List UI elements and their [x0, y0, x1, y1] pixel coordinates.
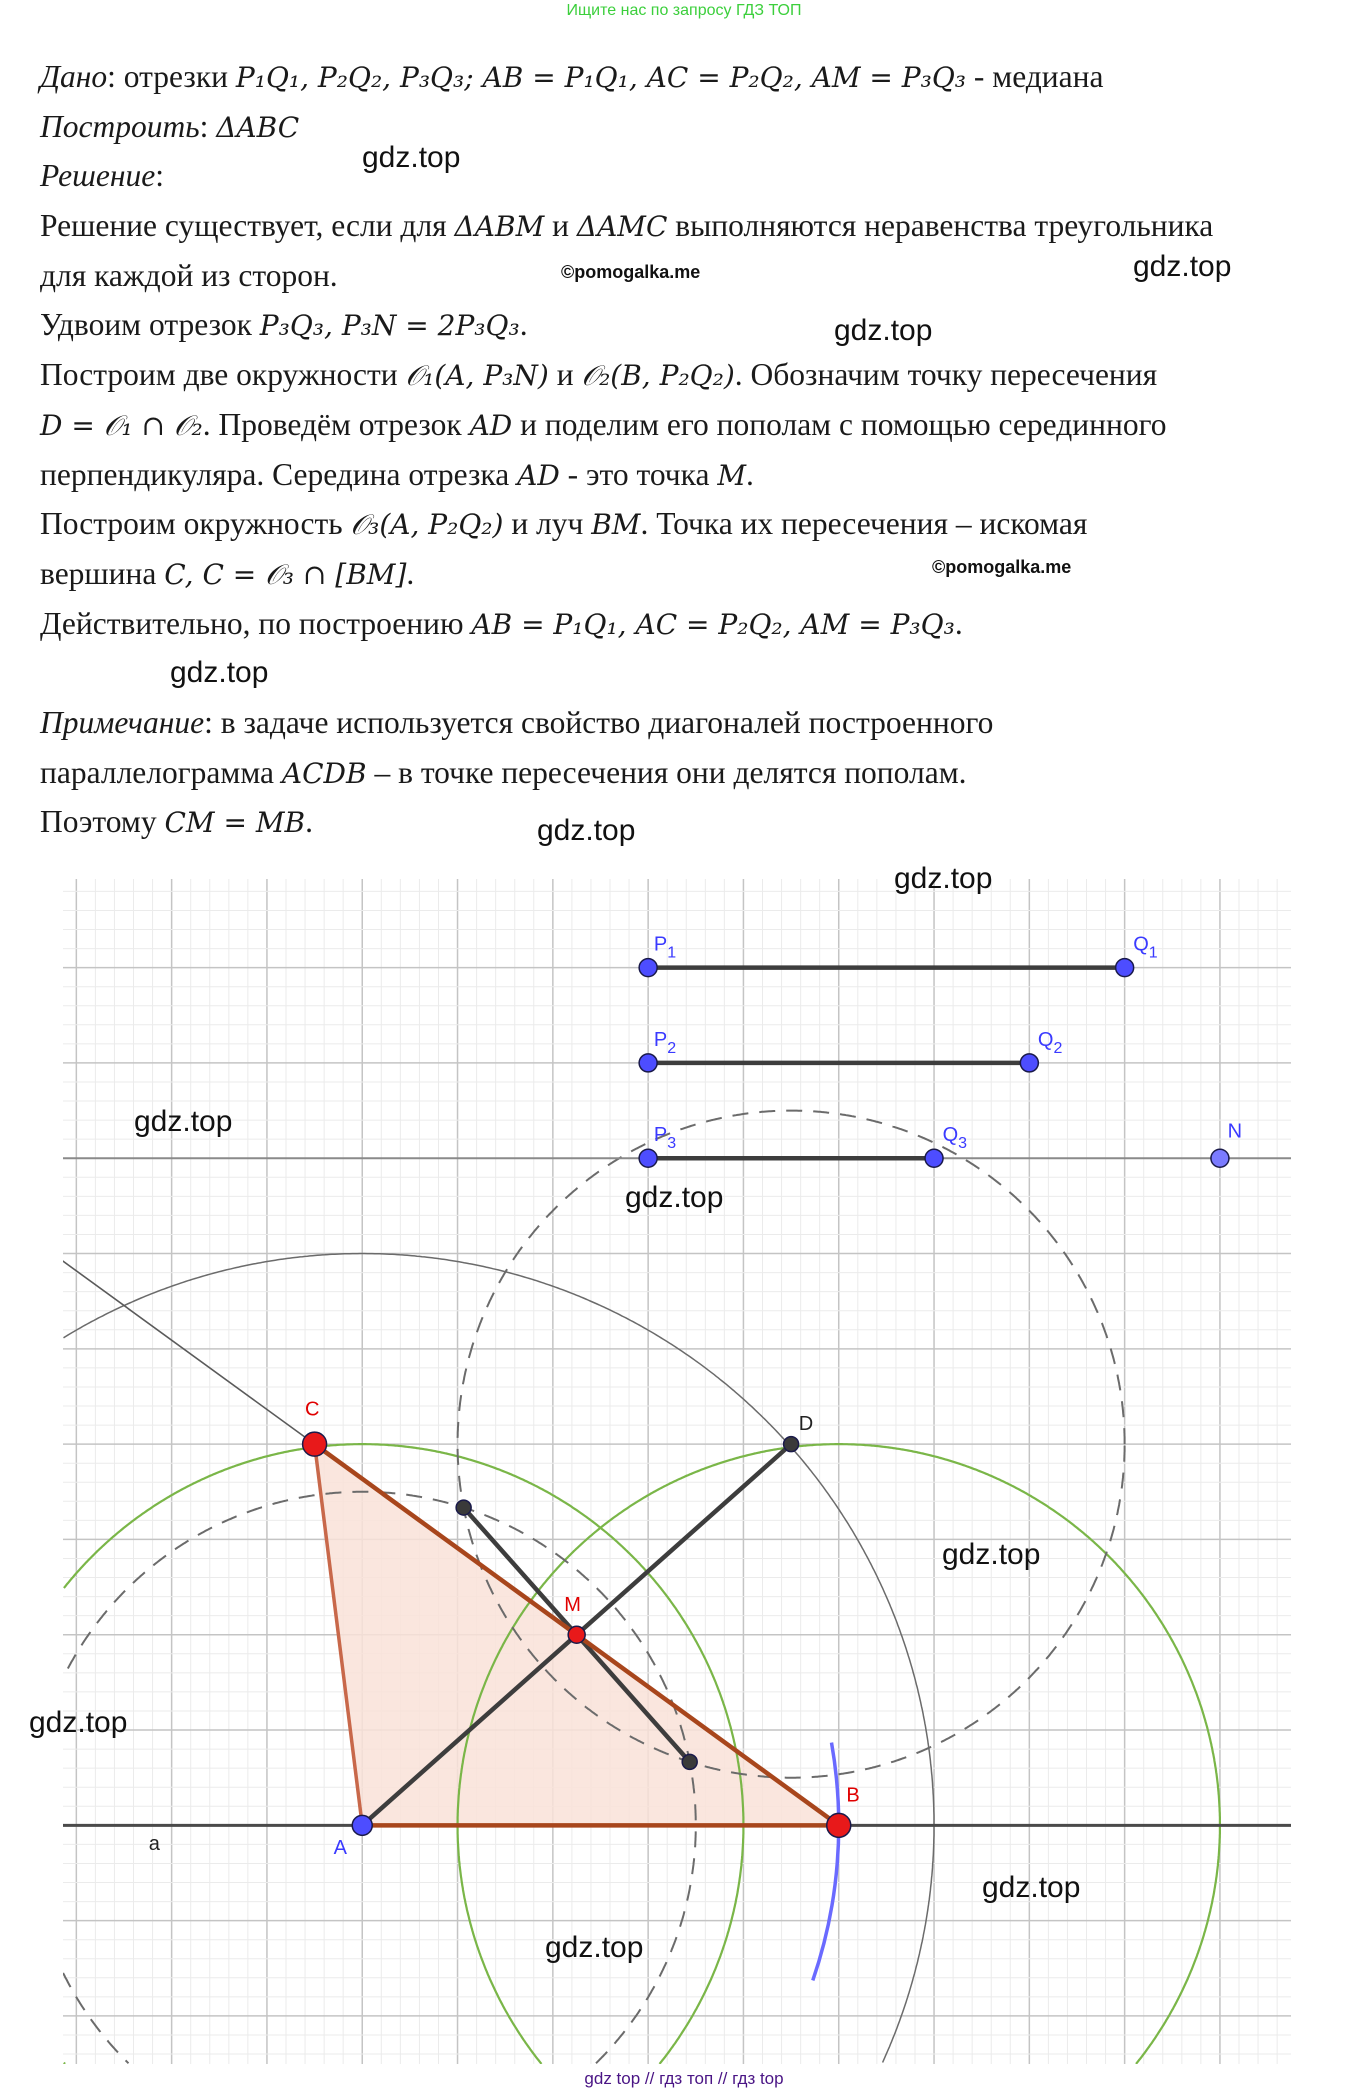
- text-line: [40, 400, 1368, 450]
- label-main: B: [846, 1784, 860, 1807]
- label-main: N: [1227, 1120, 1243, 1143]
- text-segment: :: [155, 158, 164, 194]
- text-segment: .: [519, 307, 528, 343]
- point-a: [352, 1815, 372, 1835]
- math-expression: CM = MB: [164, 806, 306, 840]
- math-expression: 𝒪₂(B, P₂Q₂): [581, 359, 735, 393]
- point-d: [784, 1437, 799, 1452]
- point-q1: [1116, 959, 1134, 977]
- label-main: Q: [942, 1124, 959, 1147]
- math-expression: P₁Q₁, P₂Q₂, P₃Q₃; AB = P₁Q₁, AC = P₂Q₂, AM = P₃Q₃: [235, 61, 967, 94]
- text-segment: и луч: [503, 506, 592, 542]
- watermark: gdz.top: [894, 862, 993, 895]
- math-expression: ΔABM: [454, 210, 545, 244]
- section-heading: Примечание: [40, 704, 205, 740]
- watermark: gdz.top: [942, 1538, 1041, 1571]
- solution-text: [40, 52, 1368, 847]
- diagram-content: [63, 879, 1291, 2064]
- math-expression: P₃Q₃, P₃N = 2P₃Q₃: [259, 309, 520, 343]
- text-line: [40, 698, 1368, 748]
- text-line: [40, 350, 1368, 400]
- label-main: Q: [1133, 933, 1149, 956]
- math-expression: 𝒪₃(A, P₂Q₂): [350, 508, 504, 542]
- label-p1: [654, 933, 676, 961]
- text-line: [40, 201, 1368, 251]
- label-main: M: [564, 1593, 581, 1616]
- watermark: gdz.top: [625, 1181, 724, 1214]
- text-segment: Поэтому: [40, 804, 165, 840]
- label-main: Q: [1037, 1028, 1054, 1051]
- text-segment: .: [954, 605, 963, 641]
- label-main: C: [305, 1398, 320, 1421]
- math-expression: AB = P₁Q₁, AC = P₂Q₂, AM = P₃Q₃: [471, 607, 955, 641]
- text-line: [40, 102, 1368, 152]
- text-segment: .: [305, 804, 313, 840]
- label-c: [305, 1399, 319, 1421]
- text-line: [40, 450, 1368, 500]
- point-p1: [639, 959, 657, 977]
- watermark: gdz.top: [537, 814, 636, 847]
- label-q2: [1038, 1029, 1063, 1057]
- label-subscript: 1: [667, 944, 677, 962]
- label-n: [1228, 1120, 1242, 1142]
- watermark: gdz.top: [545, 1931, 644, 1964]
- watermark: gdz.top: [134, 1105, 233, 1138]
- text-segment: вершина: [40, 555, 165, 591]
- math-expression: M: [717, 458, 746, 492]
- text-segment: перпендикуляра. Середина отрезка: [40, 456, 518, 492]
- label-main: P: [653, 933, 668, 956]
- label-a: [334, 1837, 348, 1859]
- text-segment: – в точке пересечения они делятся пополам.: [366, 754, 967, 790]
- watermark: gdz.top: [1133, 250, 1232, 283]
- text-segment: и: [544, 208, 577, 244]
- text-segment: . Точка их пересечения – искомая: [640, 506, 1088, 542]
- math-expression: BM: [591, 508, 641, 542]
- text-segment: и поделим его пополам с помощью серединного: [512, 406, 1167, 442]
- point-b: [827, 1813, 851, 1837]
- math-expression: 𝒪₁(A, P₃N): [405, 359, 549, 393]
- geometry-construction-diagram: [63, 879, 1291, 2064]
- label-subscript: 3: [958, 1135, 968, 1153]
- section-heading: Дано: [40, 59, 108, 94]
- text-segment: Построим окружность: [40, 506, 351, 542]
- text-segment: . Проведём отрезок: [202, 406, 470, 442]
- label-main: a: [148, 1833, 160, 1856]
- point-bisector-bottom: [682, 1754, 697, 1769]
- text-line: [40, 748, 1368, 798]
- label-m: [564, 1594, 581, 1616]
- text-segment: Построим две окружности: [40, 357, 406, 393]
- point-p2: [639, 1054, 657, 1072]
- math-expression: ΔABC: [216, 110, 300, 144]
- watermark: gdz.top: [982, 1871, 1081, 1904]
- text-line: [40, 499, 1368, 549]
- text-line: [40, 151, 1368, 201]
- header-watermark: Ищите нас по запросу ГДЗ ТОП: [566, 2, 802, 19]
- watermark: gdz.top: [834, 314, 933, 347]
- arc-ab: [813, 1743, 839, 1981]
- text-segment: .: [746, 456, 754, 492]
- label-subscript: 2: [667, 1039, 677, 1057]
- text-segment: .: [406, 555, 415, 591]
- math-expression: C, C = 𝒪₃ ∩ [BM]: [164, 557, 407, 591]
- label-a: [149, 1833, 161, 1855]
- text-segment: выполняются неравенства треугольника: [667, 208, 1214, 244]
- label-subscript: 3: [667, 1135, 677, 1153]
- watermark: ©pomogalka.me: [561, 262, 701, 282]
- point-q2: [1020, 1054, 1038, 1072]
- text-segment: : в задаче используется свойство диагоналей построенного: [204, 704, 994, 740]
- text-segment: Решение существует, если для: [40, 208, 455, 244]
- section-heading: Построить: [40, 108, 200, 144]
- label-main: D: [798, 1412, 814, 1435]
- text-line: [40, 797, 1368, 847]
- text-line: [40, 300, 1368, 350]
- text-segment: Действительно, по построению: [40, 605, 472, 641]
- label-d: [799, 1413, 813, 1435]
- point-c: [303, 1432, 327, 1456]
- text-line: [40, 549, 1368, 599]
- math-expression: D = 𝒪₁ ∩ 𝒪₂: [40, 408, 203, 442]
- label-q1: [1133, 933, 1158, 961]
- watermark: gdz.top: [29, 1706, 128, 1739]
- label-main: P: [653, 1028, 668, 1051]
- label-subscript: 1: [1148, 944, 1158, 962]
- watermark: ©pomogalka.me: [932, 557, 1072, 577]
- label-main: P: [653, 1124, 668, 1147]
- section-heading: Решение: [40, 158, 156, 194]
- text-segment: Удвоим отрезок: [40, 307, 260, 343]
- math-expression: AD: [517, 458, 560, 492]
- label-p3: [654, 1124, 676, 1152]
- text-segment: - медиана: [966, 59, 1104, 94]
- watermark: gdz.top: [170, 656, 269, 689]
- label-p2: [654, 1029, 676, 1057]
- text-segment: параллелограмма: [40, 754, 282, 790]
- label-b: [846, 1785, 859, 1807]
- text-segment: - это точка: [559, 456, 718, 492]
- math-expression: AD: [469, 408, 513, 442]
- point-p3: [639, 1149, 657, 1167]
- math-expression: ACDB: [281, 756, 367, 790]
- text-segment: : отрезки: [107, 59, 236, 94]
- point-n: [1211, 1149, 1229, 1167]
- grid: [63, 879, 1291, 2064]
- text-segment: . Обозначим точку пересечения: [734, 357, 1158, 393]
- text-segment: :: [199, 108, 217, 144]
- text-line: [40, 599, 1368, 649]
- footer-watermark: gdz top // гдз топ // гдз top: [584, 2069, 784, 2088]
- label-main: A: [333, 1836, 347, 1859]
- math-expression: ΔAMC: [576, 210, 668, 244]
- text-line: [40, 52, 1368, 102]
- point-m: [568, 1626, 585, 1643]
- label-subscript: 2: [1053, 1039, 1063, 1057]
- point-q3: [925, 1149, 943, 1167]
- watermark: gdz.top: [362, 141, 461, 174]
- point-bisector-top: [456, 1500, 471, 1515]
- text-segment: и: [548, 357, 582, 393]
- text-segment: для каждой из сторон.: [40, 257, 338, 293]
